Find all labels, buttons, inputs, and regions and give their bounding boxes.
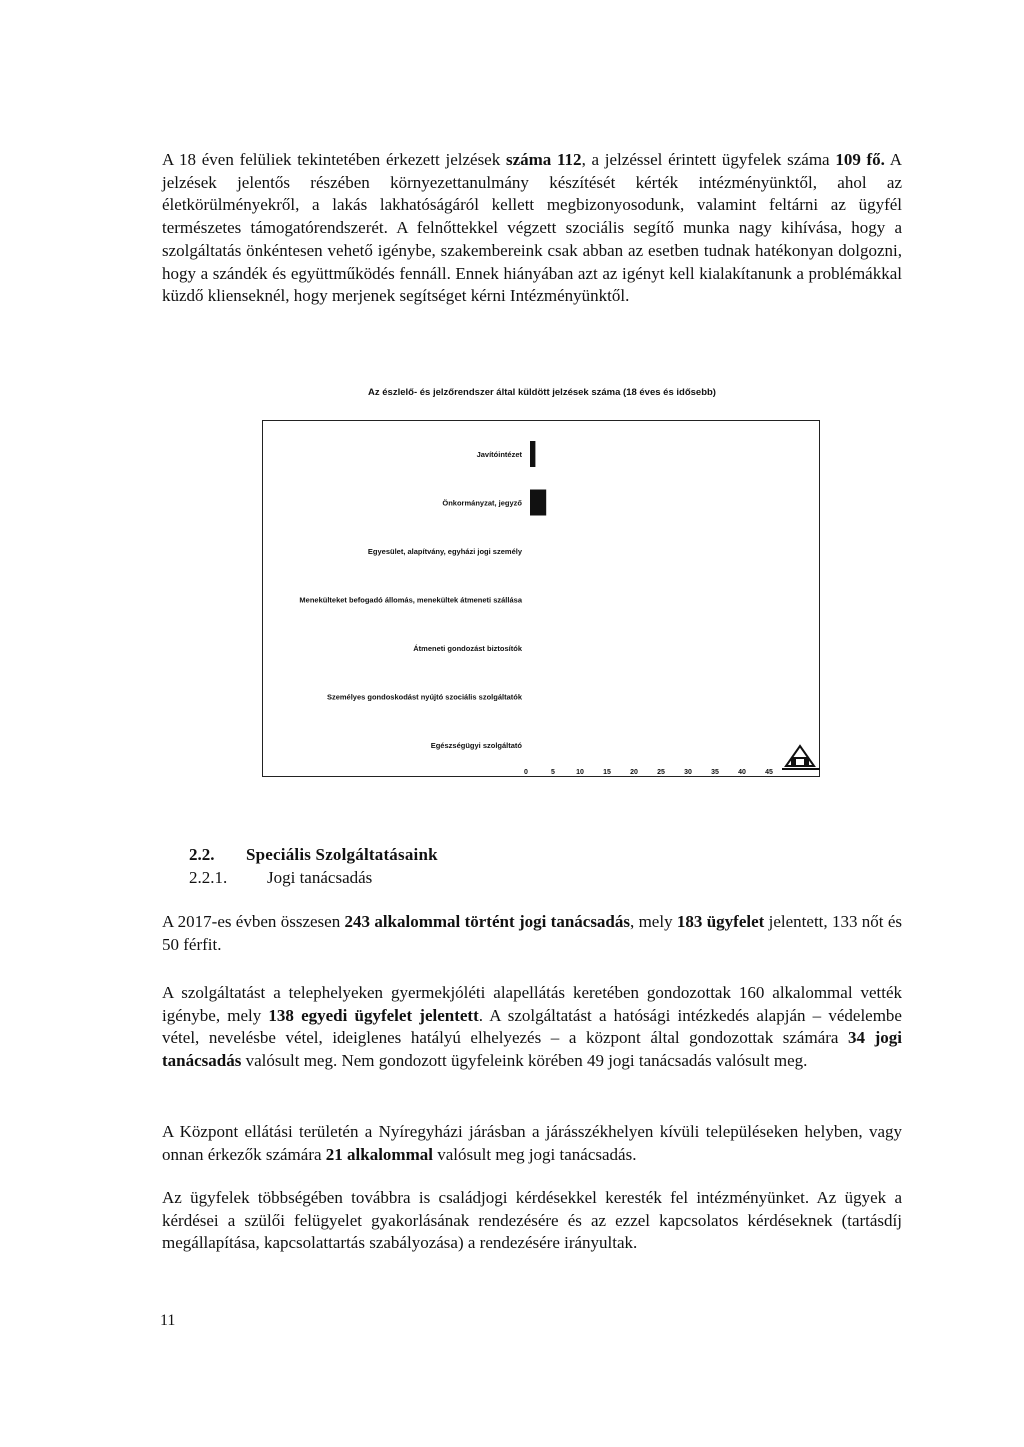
- bold-run: 34 jogi tanácsadás: [162, 1028, 902, 1071]
- text-run: , a jelzéssel érintett ügyfelek száma: [581, 150, 836, 169]
- bar-chart: [262, 420, 822, 780]
- category-label: Önkormányzat, jegyző: [442, 498, 522, 508]
- page-number: 11: [160, 1312, 176, 1329]
- x-tick-label: 20: [630, 769, 638, 776]
- text-run: A 18 éven felüliek tekintetében érkezett jelzések: [162, 150, 506, 169]
- text-run: Az ügyfelek többségében továbbra is családjogi kérdésekkel keresték fel intézményünket. Az ügyek a kérdései a szülői felügyelet gyakorlásának rendezésére és az ezzel kapcsolatos kérdéseknek (tartásdíj megállapítása, kapcsolattartás szabályozása) a rendezésére irányultak.: [162, 1188, 902, 1253]
- bold-run: 109 fő.: [835, 150, 885, 169]
- section-number: 2.2.: [189, 845, 215, 864]
- x-tick-label: 45: [765, 769, 773, 776]
- intro-paragraph: [162, 149, 902, 308]
- category-label: Menekülteket befogadó állomás, menekültek átmeneti szállása: [299, 595, 522, 605]
- category-label: Egészségügyi szolgáltató: [430, 741, 522, 750]
- text-run: A Központ ellátási területén a Nyíregyházi járásban a járásszékhelyen kívüli településeken helyben, vagy onnan érkezők számára: [162, 1122, 902, 1164]
- bold-run: 138 egyedi ügyfelet jelentett: [268, 1005, 479, 1025]
- chart-logo: [782, 746, 820, 769]
- text-run: , mely: [630, 912, 677, 931]
- category-label: Átmeneti gondozást biztosítók: [413, 644, 522, 653]
- bar: [530, 490, 546, 516]
- bar: [530, 441, 535, 467]
- x-tick-label: 15: [603, 769, 611, 776]
- x-tick-label: 30: [684, 769, 692, 776]
- x-tick-label: 40: [738, 769, 746, 776]
- text-run: valósult meg jogi tanácsadás.: [432, 1144, 637, 1164]
- subsection-number: 2.2.1.: [189, 868, 228, 887]
- x-tick-label: 10: [576, 769, 584, 776]
- text-run: A jelzések jelentős részében környezettanulmány készítését kérték intézményünktől, ahol az életkörülményekről, a lakás lakhatóságáról kellett megbizonyosodunk, valamint feltárni az ügyfél természetes támogatórendszerét. A felnőttekkel végzett szociális segítő munka nagy kihívása, hogy a szolgáltatás önkéntesen vehető igénybe, szakembereink csak abban az esetben tudnak hatékonyan dolgozni, hogy a szándék és együttműködés fennáll. Ennek hiányában azt az igényt kell kialakítanunk a problémákkal küzdő klienseknél, hogy merjenek segítséget kérni Intézményünktől.: [162, 150, 902, 306]
- x-tick-label: 25: [657, 769, 665, 776]
- service-usage-paragraph: [162, 982, 902, 1073]
- district-paragraph: [162, 1121, 902, 1166]
- x-tick-label: 35: [711, 769, 719, 776]
- text-run: . A szolgáltatást a hatósági intézkedés alapján – védelembe vétel, nevelésbe vétel, ideiglenes hatályú elhelyezés – a központ által gondozottak számára: [162, 1005, 902, 1048]
- subsection-title: Jogi tanácsadás: [267, 868, 373, 887]
- text-run: valósult meg. Nem gondozott ügyfeleink körében 49 jogi tanácsadás valósult meg.: [241, 1051, 808, 1071]
- bold-run: 183 ügyfelet: [676, 912, 765, 931]
- legal-advice-summary: [162, 911, 902, 956]
- section-title: Speciális Szolgáltatásaink: [246, 845, 438, 864]
- x-tick-label: 5: [551, 769, 555, 776]
- text-run: A szolgáltatást a telephelyeken gyermekjóléti alapellátás keretében gondozottak 160 alkalommal vették igénybe, mely: [162, 983, 902, 1025]
- x-tick-label: 0: [524, 769, 528, 776]
- text-run: A 2017-es évben összesen: [162, 912, 345, 931]
- family-law-paragraph: [162, 1187, 902, 1255]
- category-label: Egyesület, alapítvány, egyházi jogi személy: [367, 547, 522, 556]
- bold-run: 243 alkalommal történt jogi tanácsadás: [344, 912, 631, 931]
- category-label: Személyes gondoskodást nyújtó szociális szolgáltatók: [326, 692, 522, 702]
- category-label: Javítóintézet: [476, 450, 522, 459]
- text-run: jelentett, 133 nőt és 50 férfit.: [162, 912, 902, 954]
- bold-run: 21 alkalommal: [325, 1144, 433, 1164]
- bold-run: száma 112: [505, 150, 582, 169]
- chart-title: Az észlelő- és jelzőrendszer által küldött jelzések száma (18 éves és idősebb): [368, 387, 716, 398]
